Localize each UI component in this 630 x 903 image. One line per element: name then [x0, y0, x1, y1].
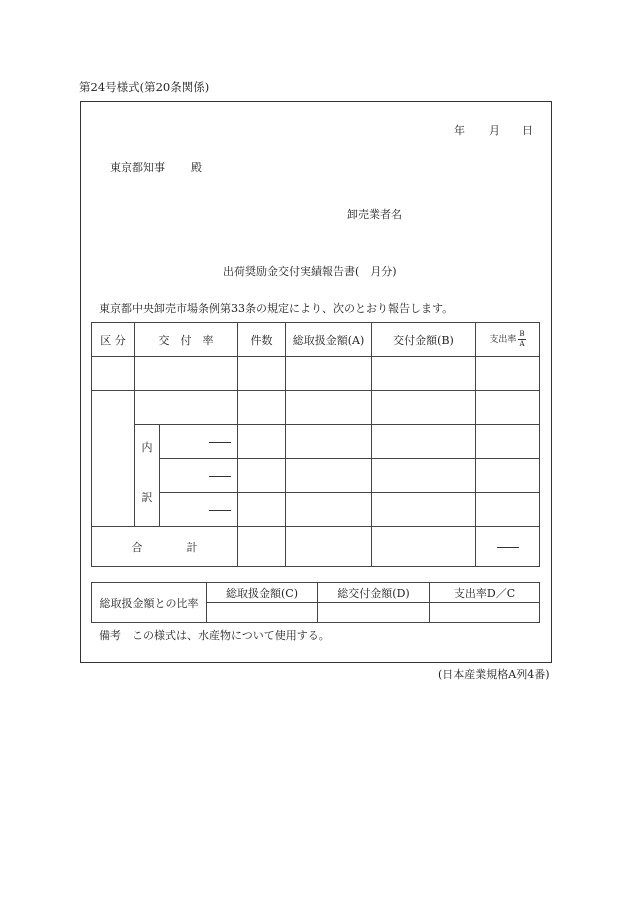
header-payout-ratio-dc: 支出率D／C [430, 583, 540, 603]
dash-line [497, 547, 519, 548]
report-title: 出荷奨励金交付実績報告書( 月分) [223, 265, 397, 278]
breakdown-label [135, 425, 160, 527]
dash-line [209, 510, 231, 511]
form-label: 第24号様式(第20条関係) [79, 80, 210, 94]
grant-table [91, 322, 540, 567]
breakdown-row [92, 493, 540, 527]
addressee: 東京都知事 [110, 161, 165, 174]
ratio-label: 総取扱金額との比率 [92, 583, 207, 623]
date-month: 月 [489, 124, 500, 137]
header-total-grant-d: 総交付金額(D) [318, 583, 430, 603]
summary-table [91, 582, 540, 623]
breakdown-row [92, 459, 540, 493]
ratio-denominator: A [519, 340, 525, 348]
header-grant-amount: 交付金額(B) [372, 323, 476, 357]
date-day: 日 [522, 124, 533, 137]
total-label: 合 計 [92, 527, 238, 567]
header-payout-ratio [476, 323, 540, 357]
table-row [92, 357, 540, 391]
breakdown-row [92, 425, 540, 459]
dash-line [209, 442, 231, 443]
table-row [92, 391, 540, 425]
header-total-handled-c: 総取扱金額(C) [207, 583, 318, 603]
honorific: 殿 [191, 161, 202, 174]
dash-line [209, 476, 231, 477]
header-count: 件数 [238, 323, 286, 357]
breakdown-char-1: 内 [141, 441, 153, 454]
intro-text: 東京都中央卸売市場条例第33条の規定により、次のとおり報告します。 [99, 302, 454, 315]
summary-header-row [92, 583, 540, 603]
date-year: 年 [454, 124, 465, 137]
ratio-numerator: B [519, 330, 525, 338]
breakdown-char-2: 訳 [141, 491, 153, 504]
wholesaler-label: 卸売業者名 [347, 208, 402, 221]
paper-size-note: (日本産業規格A列4番) [438, 668, 550, 681]
header-total-handled: 総取扱金額(A) [286, 323, 372, 357]
header-rate: 交 付 率 [135, 323, 238, 357]
ratio-fraction [518, 331, 525, 348]
header-category: 区 分 [92, 323, 135, 357]
remarks-note: 備考 この様式は、水産物について使用する。 [99, 629, 330, 642]
payout-ratio-label: 支出率 [489, 335, 517, 345]
header-row [92, 323, 540, 357]
total-row [92, 527, 540, 567]
